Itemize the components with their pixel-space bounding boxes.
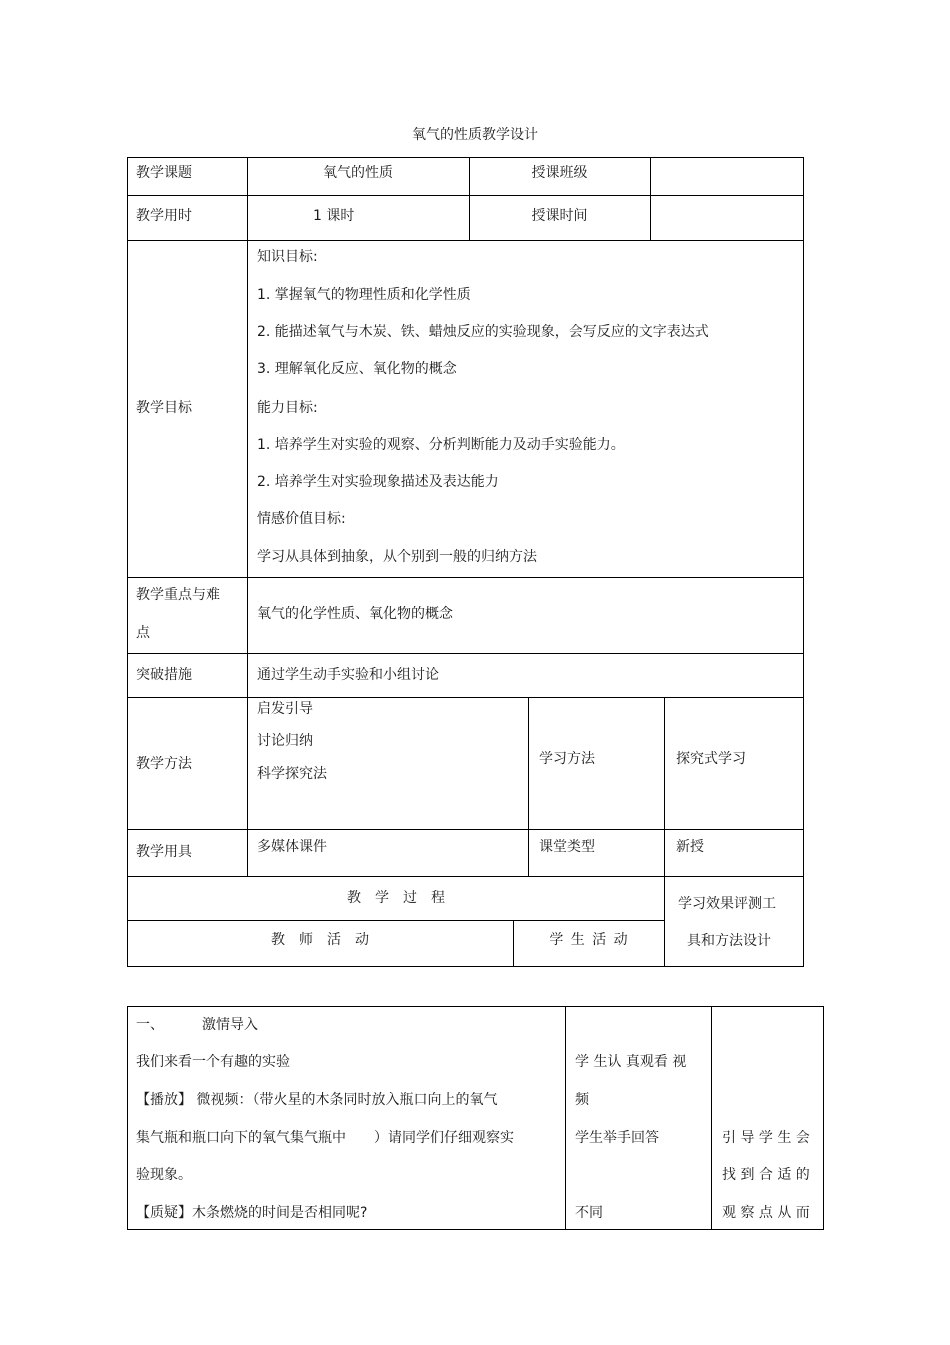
student-line: 频 — [575, 1092, 589, 1108]
key-label: 教学重点与难 — [136, 587, 220, 603]
col-divider — [664, 697, 665, 967]
col-divider — [528, 697, 529, 876]
process-header: 教 学 过 程 — [347, 890, 445, 906]
goals-label: 教学目标 — [136, 400, 192, 416]
topic-label: 教学课题 — [136, 165, 192, 181]
section-title: 激情导入 — [202, 1017, 258, 1033]
row-divider — [127, 653, 804, 654]
row-divider — [127, 920, 665, 921]
table-border — [127, 1006, 824, 1230]
topic-value: 氧气的性质 — [323, 165, 393, 181]
teacher-line: 我们来看一个有趣的实验 — [136, 1054, 290, 1070]
row-divider — [127, 577, 804, 578]
duration-value: 1 课时 — [313, 208, 355, 224]
class-label: 授课班级 — [531, 165, 588, 181]
learning-method-label: 学习方法 — [539, 751, 595, 767]
lesson-type-label: 课堂类型 — [539, 839, 595, 855]
teacher-line: 验现象。 — [136, 1167, 192, 1183]
student-activity-header: 学 生 活 动 — [549, 932, 628, 948]
row-divider — [127, 195, 804, 196]
teacher-activity-header: 教 师 活 动 — [271, 932, 369, 948]
goal-line: 2. 培养学生对实验现象描述及表达能力 — [257, 474, 499, 490]
eval-header: 学习效果评测工 — [678, 896, 776, 912]
row-divider — [127, 876, 804, 877]
eval-line: 观 察 点 从 而 — [722, 1205, 810, 1221]
row-divider — [127, 240, 804, 241]
col-divider — [711, 1006, 712, 1230]
row-divider — [127, 829, 804, 830]
teacher-line: 【质疑】木条燃烧的时间是否相同呢? — [136, 1205, 368, 1221]
goal-line: 3. 理解氧化反应、氧化物的概念 — [257, 361, 457, 377]
key-value: 氧气的化学性质、氧化物的概念 — [257, 606, 453, 622]
student-line: 学 生认 真观看 视 — [575, 1054, 687, 1070]
goal-line: 知识目标: — [257, 249, 318, 265]
col-divider — [247, 157, 248, 876]
col-divider — [650, 157, 651, 240]
method-item: 科学探究法 — [257, 766, 327, 782]
col-divider — [565, 1006, 566, 1230]
duration-label: 教学用时 — [136, 208, 192, 224]
student-line: 不同 — [575, 1205, 603, 1221]
row-divider — [127, 697, 804, 698]
time-label: 授课时间 — [531, 208, 588, 224]
goal-line: 能力目标: — [257, 400, 318, 416]
tools-label: 教学用具 — [136, 844, 192, 860]
tools-value: 多媒体课件 — [257, 839, 327, 855]
eval-header-cont: 具和方法设计 — [687, 933, 771, 949]
method-item: 讨论归纳 — [257, 733, 313, 749]
method-label: 教学方法 — [136, 756, 192, 772]
teacher-line: 【播放】 微视频：（带火星的木条同时放入瓶口向上的氧气 — [136, 1092, 498, 1108]
eval-line: 引 导 学 生 会 — [722, 1130, 810, 1146]
student-line: 学生举手回答 — [575, 1130, 659, 1146]
goal-line: 情感价值目标: — [257, 511, 346, 527]
key-label-cont: 点 — [136, 625, 150, 641]
lesson-type-value: 新授 — [676, 839, 704, 855]
teacher-line: 集气瓶和瓶口向下的氧气集气瓶中 ）请同学们仔细观察实 — [136, 1130, 514, 1146]
section-number: 一、 — [136, 1017, 164, 1033]
goal-line: 1. 培养学生对实验的观察、分析判断能力及动手实验能力。 — [257, 437, 625, 453]
goal-line: 1. 掌握氧气的物理性质和化学性质 — [257, 287, 471, 303]
learning-method-value: 探究式学习 — [676, 751, 746, 767]
eval-line: 找 到 合 适 的 — [722, 1167, 810, 1183]
goal-line: 2. 能描述氧气与木炭、铁、蜡烛反应的实验现象，会写反应的文字表达式 — [257, 324, 709, 340]
goal-line: 学习从具体到抽象，从个别到一般的归纳方法 — [257, 549, 537, 565]
breakthrough-label: 突破措施 — [136, 667, 192, 683]
page-title: 氧气的性质教学设计 — [412, 127, 538, 143]
method-item: 启发引导 — [257, 701, 313, 717]
breakthrough-value: 通过学生动手实验和小组讨论 — [257, 667, 439, 683]
